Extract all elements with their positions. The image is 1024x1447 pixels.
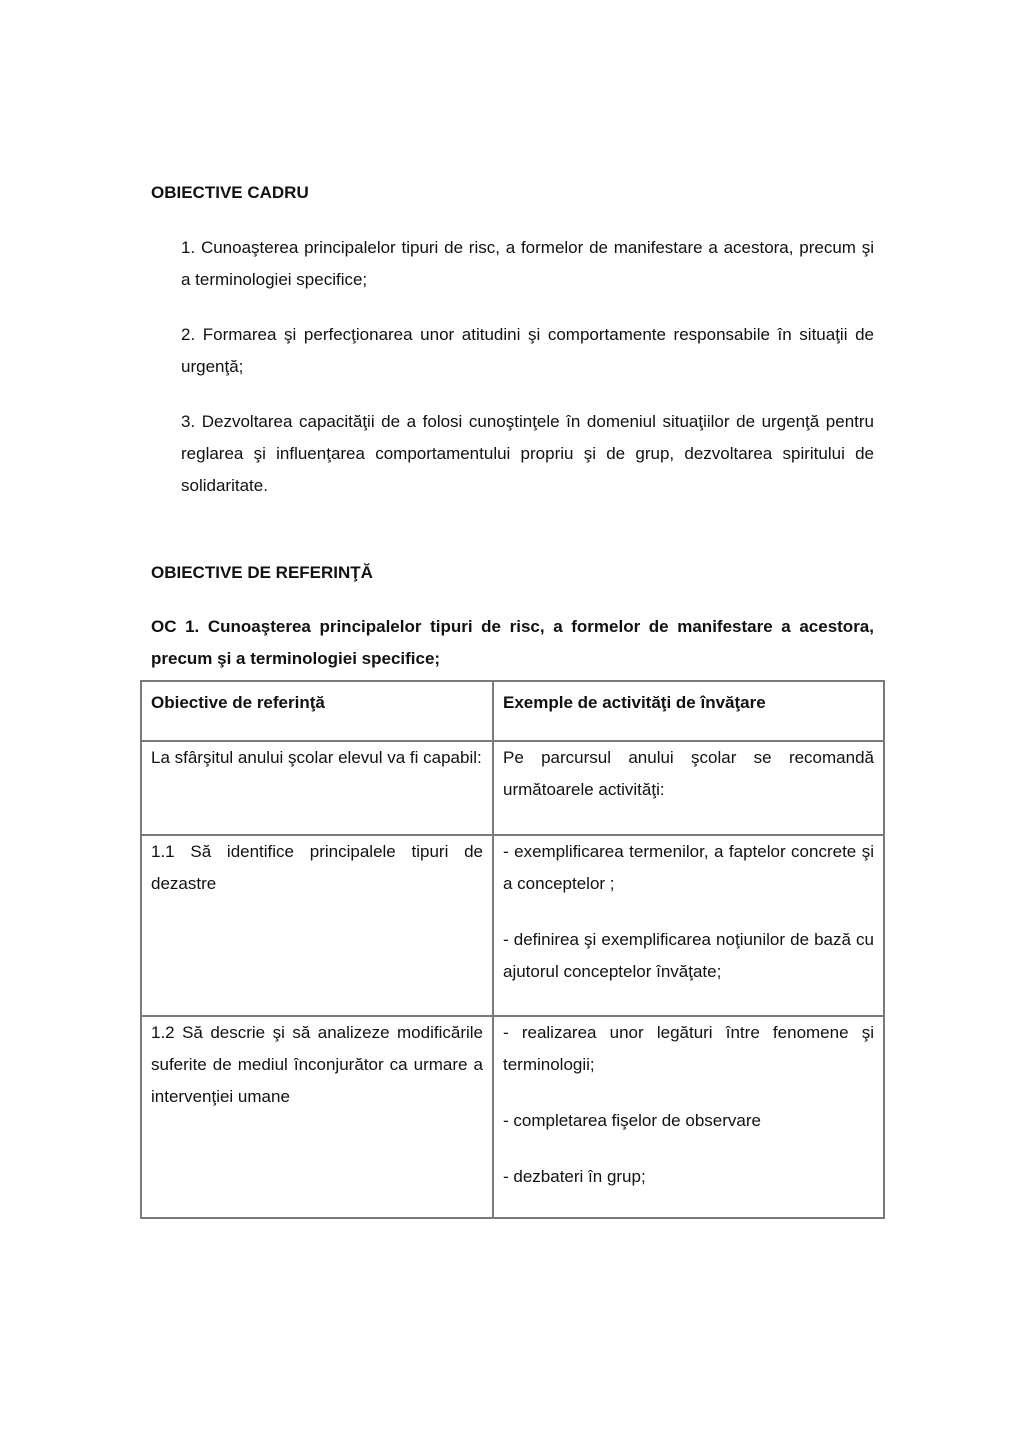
row-3-objective-text: 1.2 Să descrie şi să analizeze modificările suferite de mediul înconjurător ca urmare a intervenţiei umane	[151, 1023, 483, 1106]
row-2-activity-1: - exemplificarea termenilor, a faptelor concrete şi a conceptelor ;	[503, 842, 874, 893]
row-2-objective	[141, 835, 493, 1016]
row-1-activities	[493, 741, 884, 835]
row-1-activity-1: Pe parcursul anului şcolar se recomandă următoarele activităţi:	[503, 748, 874, 799]
header-obiective: Obiective de referinţă	[141, 681, 493, 741]
row-1-objective-text: La sfârşitul anului şcolar elevul va fi capabil:	[151, 748, 482, 767]
oc1-title: OC 1. Cunoaşterea principalelor tipuri de risc, a formelor de manifestare a acestora, precum şi a terminologiei specifice;	[151, 617, 874, 668]
row-2-activity-2: - definirea şi exemplificarea noţiunilor de bază cu ajutorul conceptelor învăţate;	[503, 930, 874, 981]
row-1-objective	[141, 741, 493, 835]
cadru-item-1: 1. Cunoaşterea principalelor tipuri de risc, a formelor de manifestare a acestora, precum şi a terminologiei specifice;	[181, 238, 874, 289]
table-header-row	[141, 681, 884, 741]
table-row	[141, 741, 884, 835]
table-row	[141, 835, 884, 1016]
table-row	[141, 1016, 884, 1218]
row-3-objective	[141, 1016, 493, 1218]
row-3-activity-1: - realizarea unor legături între fenomene şi terminologii;	[503, 1023, 874, 1074]
obiective-cadru-heading: OBIECTIVE CADRU	[151, 183, 309, 202]
header-activitati: Exemple de activităţi de învăţare	[493, 681, 884, 741]
objectives-table	[140, 680, 885, 1219]
obiective-referinta-heading: OBIECTIVE DE REFERINŢĂ	[151, 563, 373, 582]
cadru-item-3: 3. Dezvoltarea capacităţii de a folosi cunoştinţele în domeniul situaţiilor de urgenţă pentru reglarea şi influenţarea comportamentului propriu şi de grup, dezvoltarea spiritului de solidaritate.	[181, 412, 874, 495]
row-3-activity-2: - completarea fişelor de observare	[503, 1111, 761, 1130]
row-3-activities	[493, 1016, 884, 1218]
row-3-activity-3: - dezbateri în grup;	[503, 1167, 646, 1186]
row-2-activities	[493, 835, 884, 1016]
cadru-item-2: 2. Formarea şi perfecţionarea unor atitudini şi comportamente responsabile în situaţii de urgenţă;	[181, 325, 874, 376]
row-2-objective-text: 1.1 Să identifice principalele tipuri de dezastre	[151, 842, 483, 893]
